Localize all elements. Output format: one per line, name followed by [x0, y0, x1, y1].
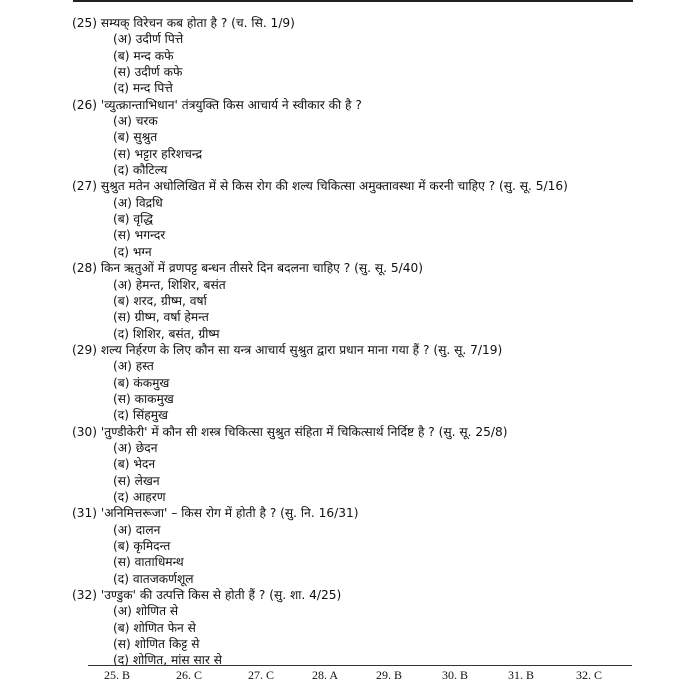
- question-text: (32) 'उण्डुक' की उत्पत्ति किस से होती हैं ? (सु. शा. 4/25): [72, 588, 342, 603]
- top-rule: [73, 0, 633, 2]
- option-list: [72, 195, 672, 260]
- option-c: (स) वाताधिमन्थ: [113, 555, 184, 570]
- option-b: (ब) शोणित फेन से: [113, 620, 196, 635]
- option-list: [72, 440, 672, 505]
- answer-27: 27. C: [248, 668, 275, 682]
- question-text: (27) सुश्रुत मतेन अधोलिखित में से किस रोग की शल्य चिकित्सा अमुक्तावस्था में करनी चाहिए ? (सु. सू. 5/16): [72, 179, 568, 194]
- answer-31: 31. B: [508, 668, 535, 682]
- option-a: (अ) दालन: [113, 522, 161, 537]
- option-d: (द) शोणित, मांस सार से: [113, 653, 223, 668]
- option-list: [72, 113, 672, 178]
- option-a: (अ) चरक: [113, 114, 158, 129]
- option-list: [72, 277, 672, 342]
- option-a: (अ) हेमन्त, शिशिर, बसंत: [113, 277, 226, 292]
- question-text: (26) 'व्युत्क्रान्ताभिधान' तंत्रयुक्ति किस आचार्य ने स्वीकार की है ?: [72, 97, 362, 112]
- option-b: (ब) वृद्धि: [113, 212, 154, 227]
- option-list: [72, 603, 672, 668]
- question-25: [72, 15, 672, 97]
- option-c: (स) भगन्दर: [113, 228, 166, 243]
- answer-key-rule: [88, 665, 632, 666]
- option-b: (ब) शरद, ग्रीष्म, वर्षा: [113, 293, 207, 308]
- option-b: (ब) मन्द कफे: [113, 48, 174, 63]
- option-a: (अ) छेदन: [113, 440, 158, 455]
- answer-26: 26. C: [176, 668, 203, 682]
- option-list: [72, 31, 672, 96]
- option-d: (द) कौटिल्य: [113, 163, 168, 178]
- option-a: (अ) हस्त: [113, 359, 154, 374]
- option-c: (स) लेखन: [113, 473, 160, 488]
- option-list: [72, 522, 672, 587]
- option-b: (ब) सुश्रुत: [113, 130, 158, 145]
- answer-29: 29. B: [376, 668, 403, 682]
- answer-32: 32. C: [576, 668, 603, 682]
- option-c: (स) उदीर्ण कफे: [113, 65, 183, 80]
- option-d: (द) वातजकर्णशूल: [113, 571, 194, 586]
- option-c: (स) ग्रीष्म, वर्षा हेमन्त: [113, 310, 209, 325]
- question-26: [72, 97, 672, 179]
- question-text: (28) किन ऋतुओं में व्रणपट्ट बन्धन तीसरे दिन बदलना चाहिए ? (सु. सू. 5/40): [72, 261, 423, 276]
- option-list: [72, 358, 672, 423]
- option-d: (द) भग्न: [113, 244, 152, 259]
- question-text: (30) 'तुण्डीकेरी' में कौन सी शस्त्र चिकित्सा सुश्रुत संहिता में चिकित्सार्थ निर्दिष्ट है ? (सु. सू. 25/8): [72, 424, 508, 439]
- option-a: (अ) विद्रधि: [113, 195, 163, 210]
- question-28: [72, 260, 672, 342]
- option-d: (द) मन्द पित्ते: [113, 81, 173, 96]
- option-a: (अ) शोणित से: [113, 604, 179, 619]
- question-text: (31) 'अनिमित्तरूजा' – किस रोग में होती है ? (सु. नि. 16/31): [72, 506, 359, 521]
- option-c: (स) भट्टार हरिशचन्द्र: [113, 146, 203, 161]
- answer-key: [104, 668, 634, 686]
- option-d: (द) सिंहमुख: [113, 408, 168, 423]
- question-list: [72, 15, 672, 669]
- option-d: (द) शिशिर, बसंत, ग्रीष्म: [113, 326, 220, 341]
- answer-28: 28. A: [312, 668, 339, 682]
- option-d: (द) आहरण: [113, 489, 166, 504]
- option-b: (ब) भेदन: [113, 457, 156, 472]
- question-32: [72, 587, 672, 669]
- question-text: (29) शल्य निर्हरण के लिए कौन सा यन्त्र आचार्य सुश्रुत द्वारा प्रधान माना गया हैं ? (सु. सू. 7/19): [72, 342, 503, 357]
- question-29: [72, 342, 672, 424]
- question-31: [72, 505, 672, 587]
- answer-30: 30. B: [442, 668, 469, 682]
- option-a: (अ) उदीर्ण पित्ते: [113, 32, 184, 47]
- answer-25: 25. B: [104, 668, 131, 682]
- question-27: [72, 178, 672, 260]
- option-b: (ब) कृमिदन्त: [113, 539, 171, 553]
- question-text: (25) सम्यक् विरेचन कब होता है ? (च. सि. 1/9): [72, 16, 295, 30]
- option-c: (स) शोणित किट्ट से: [113, 637, 200, 652]
- question-30: [72, 424, 672, 506]
- option-c: (स) काकमुख: [113, 391, 174, 406]
- option-b: (ब) कंकमुख: [113, 375, 170, 390]
